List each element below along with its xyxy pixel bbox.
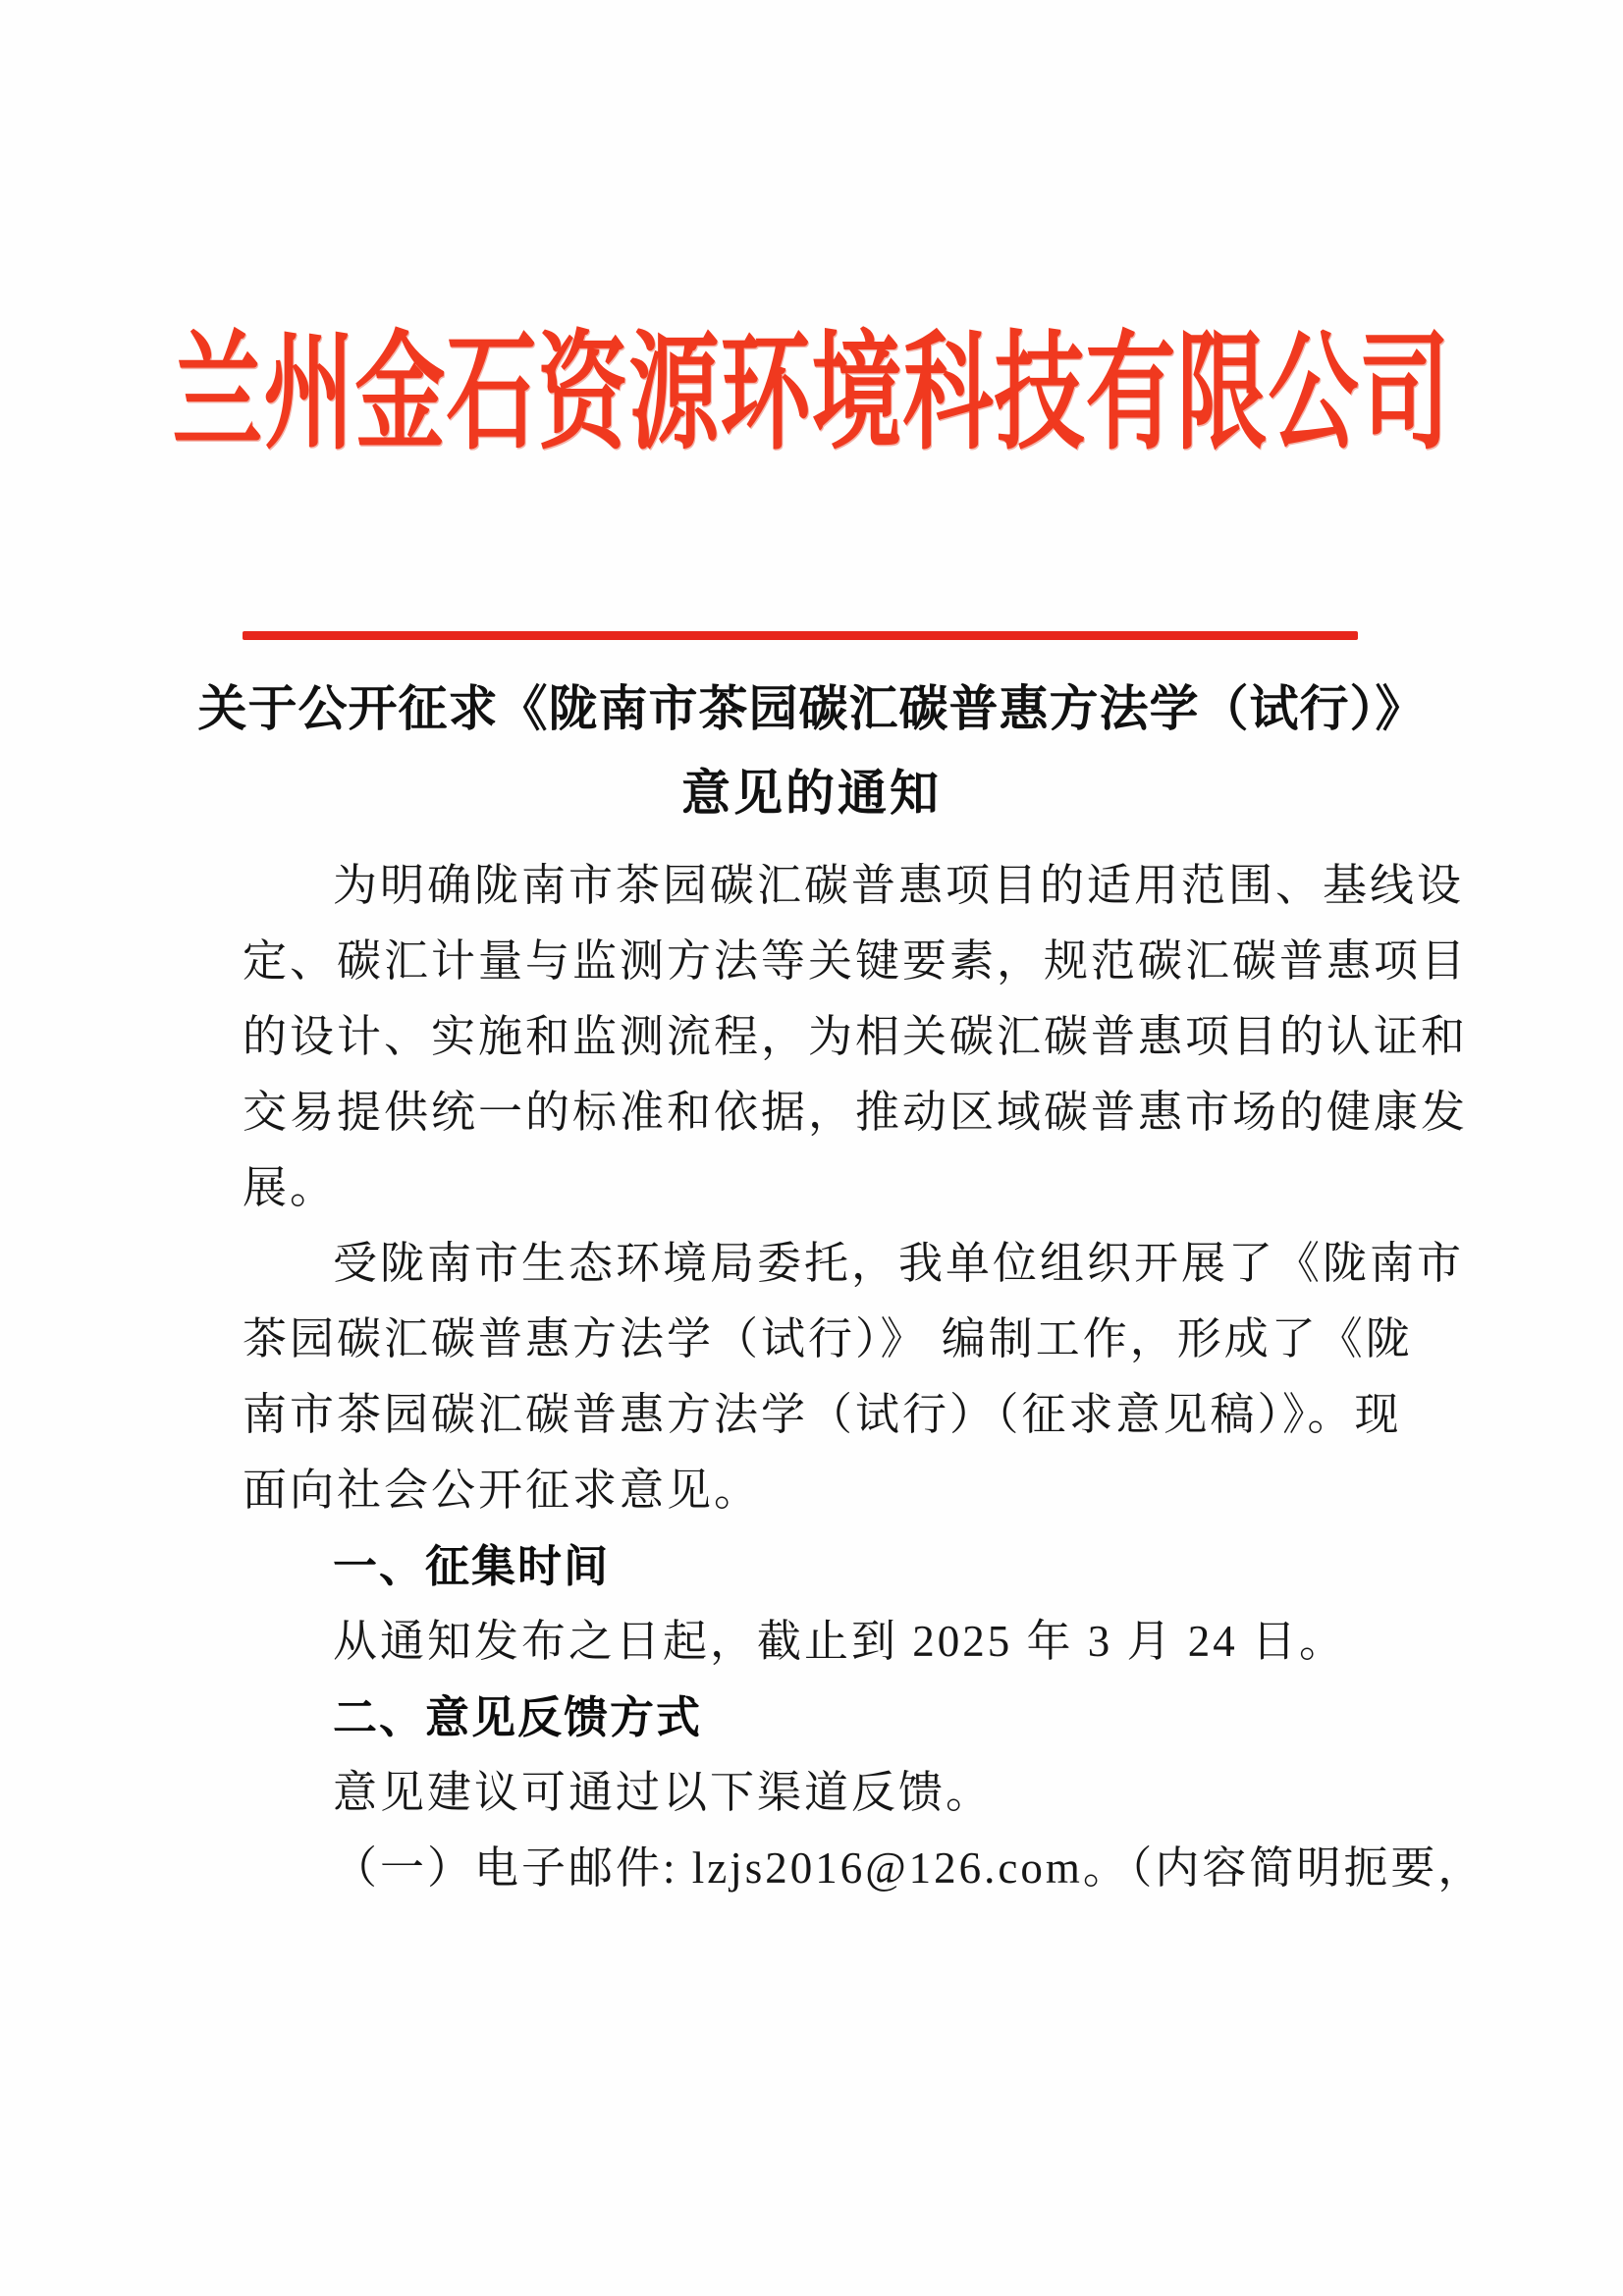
email-line: （一）电子邮件: lzjs2016@126.com。（内容简明扼要， [333, 1843, 1486, 1893]
body-line: 意见建议可通过以下渠道反馈。 [333, 1768, 994, 1817]
body-line: 交易提供统一的标准和依据，推动区域碳普惠市场的健康发 [243, 1088, 1469, 1137]
document-title-line1: 关于公开征求《陇南市茶园碳汇碳普惠方法学（试行）》 [197, 681, 1426, 736]
body-line: 为明确陇南市茶园碳汇碳普惠项目的适用范围、基线设 [333, 861, 1465, 910]
section-heading-feedback-method: 二、意见反馈方式 [333, 1692, 703, 1742]
body-line: 受陇南市生态环境局委托，我单位组织开展了《陇南市 [333, 1239, 1465, 1288]
deadline-line: 从通知发布之日起，截止到 2025 年 3 月 24 日。 [333, 1617, 1347, 1666]
letterhead [0, 291, 1623, 465]
body-line: 的设计、实施和监测流程，为相关碳汇碳普惠项目的认证和 [243, 1012, 1469, 1061]
red-divider-line [243, 631, 1358, 640]
document-title-line2: 意见的通知 [681, 766, 942, 821]
body-line: 南市茶园碳汇碳普惠方法学（试行）（征求意见稿）》。现 [243, 1390, 1402, 1439]
body-line: 展。 [243, 1163, 338, 1212]
body-line: 定、碳汇计量与监测方法等关键要素，规范碳汇碳普惠项目 [243, 936, 1469, 986]
document-body [243, 848, 1486, 1906]
body-line: 茶园碳汇碳普惠方法学（试行）》 编制工作，形成了《陇 [243, 1314, 1413, 1363]
company-name: 兰州金石资源环境科技有限公司 [172, 322, 1451, 465]
section-heading-collection-time: 一、征集时间 [333, 1541, 611, 1591]
body-line: 面向社会公开征求意见。 [243, 1466, 762, 1515]
